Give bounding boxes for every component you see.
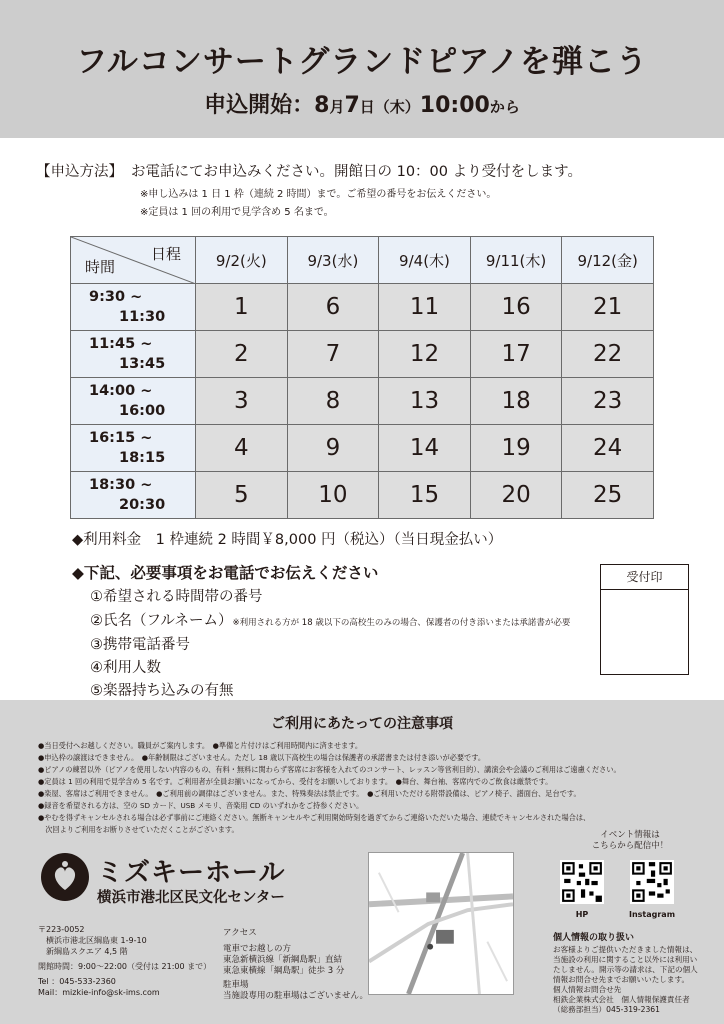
note-line: ●録音を希望される方は、空の SD カード、USB メモリ、音楽用 CD のいずれかをご持参ください。 bbox=[38, 801, 364, 810]
slot-number: 24 bbox=[562, 425, 654, 472]
page-title: フルコンサートグランドピアノを弾こう bbox=[76, 44, 648, 80]
method-note-1: ※申し込みは 1 日 1 枠（連続 2 時間）まで。ご希望の番号をお伝えください。 bbox=[140, 189, 497, 200]
usage-fee: ◆利用料金 1 枠連続 2 時間￥8,000 円（税込）（当日現金払い） bbox=[72, 532, 503, 548]
slot-number: 7 bbox=[287, 331, 379, 378]
receipt-stamp-label: 受付印 bbox=[600, 564, 689, 590]
time-start: 16:15 ~ bbox=[89, 429, 153, 446]
instagram-label: Instagram bbox=[628, 910, 676, 919]
slot-number: 10 bbox=[287, 472, 379, 519]
privacy-line: たしません。開示等の請求は、下記の個人 bbox=[553, 965, 698, 974]
event-caption bbox=[565, 830, 695, 851]
privacy-line: 当施設の利用に関すること以外には利用い bbox=[553, 955, 698, 964]
venue-name: ミズキーホール bbox=[97, 858, 286, 888]
slot-number: 4 bbox=[196, 425, 288, 472]
privacy-line: 個人情報お問合せ先 bbox=[553, 985, 622, 994]
slot-number: 6 bbox=[287, 284, 379, 331]
subtitle-part-f: から bbox=[489, 98, 520, 116]
table-row bbox=[71, 284, 654, 331]
time-end: 11:30 bbox=[119, 309, 166, 325]
slot-number: 16 bbox=[470, 284, 562, 331]
slot-number: 20 bbox=[470, 472, 562, 519]
slot-number: 23 bbox=[562, 378, 654, 425]
application-start bbox=[0, 88, 724, 119]
hp-label: HP bbox=[575, 910, 589, 919]
access-line: 東急新横浜線「新綱島駅」直結 bbox=[223, 955, 343, 965]
slot-number: 9 bbox=[287, 425, 379, 472]
time-end: 18:15 bbox=[119, 450, 166, 466]
date-header: 9/12(金) bbox=[562, 237, 654, 284]
requirement-item: ⑤楽器持ち込みの有無 bbox=[90, 683, 234, 699]
instagram-qr-code-icon[interactable] bbox=[630, 860, 674, 904]
parking-line: 当施設専用の駐車場はございません。 bbox=[223, 991, 369, 1001]
access-heading: アクセス bbox=[223, 928, 257, 938]
requirement-item bbox=[90, 609, 570, 630]
requirement-item: ①希望される時間帯の番号 bbox=[90, 589, 263, 605]
venue-subtitle: 横浜市港北区民文化センター bbox=[97, 890, 285, 906]
privacy-line: 情報お問合せ先までお願いいたします。 bbox=[553, 975, 690, 984]
subtitle-part-c: 7 bbox=[344, 93, 360, 118]
date-header: 9/3(水) bbox=[287, 237, 379, 284]
privacy-line: お客様よりご提供いただきました情報は、 bbox=[553, 945, 698, 954]
access-map bbox=[368, 852, 514, 995]
corner-cell bbox=[71, 237, 196, 284]
requirement-name-note: ※利用される方が 18 歳以下の高校生のみの場合、保護者の付き添いまたは承諾書が必要 bbox=[232, 618, 571, 628]
opening-hours: 開館時間：9:00～22:00（受付は 21:00 まで） bbox=[38, 962, 212, 971]
slot-number: 19 bbox=[470, 425, 562, 472]
table-row bbox=[71, 378, 654, 425]
slot-number: 15 bbox=[379, 472, 471, 519]
slot-number: 8 bbox=[287, 378, 379, 425]
slot-number: 11 bbox=[379, 284, 471, 331]
corner-time-label: 時間 bbox=[85, 258, 116, 276]
time-end: 13:45 bbox=[119, 356, 166, 372]
access-line: 電車でお越しの方 bbox=[223, 944, 292, 954]
slot-number: 1 bbox=[196, 284, 288, 331]
parking-heading: 駐車場 bbox=[223, 980, 249, 990]
time-slot bbox=[71, 425, 196, 472]
date-header: 9/2(火) bbox=[196, 237, 288, 284]
table-row bbox=[71, 472, 654, 519]
subtitle-part-b: 月 bbox=[329, 98, 345, 116]
requirement-item: ④利用人数 bbox=[90, 660, 161, 676]
slot-number: 5 bbox=[196, 472, 288, 519]
requirements-heading: ◆下記、必要事項をお電話でお伝えください bbox=[72, 564, 379, 582]
date-header: 9/11(木) bbox=[470, 237, 562, 284]
subtitle-part-a: 申込開始：8 bbox=[204, 93, 330, 118]
time-start: 14:00 ~ bbox=[89, 382, 153, 399]
note-line: ●やむを得ずキャンセルされる場合は必ず事前にご連絡ください。無断キャンセルやご利用開始時刻を過ぎてからご連絡いただいた場合、連続でキャンセルされた場合は、 bbox=[38, 813, 591, 822]
subtitle-part-d: 日（木） bbox=[359, 98, 420, 116]
time-slot bbox=[71, 472, 196, 519]
slot-number: 21 bbox=[562, 284, 654, 331]
corner-date-label: 日程 bbox=[150, 245, 181, 263]
schedule-table bbox=[70, 236, 654, 519]
method-tag: 【申込方法】 bbox=[36, 164, 123, 180]
table-row bbox=[71, 425, 654, 472]
method-note-2: ※定員は 1 回の利用で見学含め 5 名まで。 bbox=[140, 207, 334, 218]
slot-number: 14 bbox=[379, 425, 471, 472]
time-slot bbox=[71, 378, 196, 425]
subtitle-part-e: 10:00 bbox=[419, 93, 490, 118]
privacy-line: （総務部担当）045-319-2361 bbox=[553, 1005, 660, 1014]
note-line: ●申込枠の譲渡はできません。 ●年齢制限はございません。ただし 18 歳以下高校生の場合は保護者の承諾書または付き添いが必要です。 bbox=[38, 753, 486, 762]
time-start: 11:45 ~ bbox=[89, 335, 153, 352]
address-line: 横浜市港北区綱島東 1-9-10 bbox=[38, 936, 147, 945]
table-row bbox=[71, 331, 654, 378]
note-line: ●定員は 1 回の利用で見学含め 5 名です。ご利用者が全員お揃いになってから、受付をお願いしております。 ●舞台、舞台袖、客席内でのご飲食は厳禁です。 bbox=[38, 777, 553, 786]
privacy-title: 個人情報の取り扱い bbox=[553, 933, 635, 943]
notes-title: ご利用にあたっての注意事項 bbox=[271, 716, 453, 732]
application-method bbox=[36, 160, 582, 181]
venue-logo-icon bbox=[40, 852, 90, 902]
receipt-stamp-box bbox=[600, 589, 689, 675]
address-line: 新綱島スクエア 4,5 階 bbox=[38, 947, 128, 956]
slot-number: 17 bbox=[470, 331, 562, 378]
slot-number: 2 bbox=[196, 331, 288, 378]
access-line: 東急東横線「綱島駅」徒歩 3 分 bbox=[223, 966, 345, 976]
slot-number: 18 bbox=[470, 378, 562, 425]
note-line: ●楽屋、客席はご利用できません。 ●ご利用前の調律はございません。また、特殊奏法は禁止です。 ●ご利用いただける附帯設備は、ピアノ椅子、譜面台、足台です。 bbox=[38, 789, 581, 798]
requirement-item: ③携帯電話番号 bbox=[90, 637, 190, 653]
address-line: 〒223-0052 bbox=[38, 925, 85, 934]
privacy-line: 相鉄企業株式会社 個人情報保護責任者 bbox=[553, 995, 690, 1004]
email-address[interactable]: Mail：mizkie-info@sk-ims.com bbox=[38, 988, 160, 997]
requirement-name: ②氏名（フルネーム） bbox=[90, 613, 233, 629]
time-end: 16:00 bbox=[119, 403, 166, 419]
date-header: 9/4(木) bbox=[379, 237, 471, 284]
event-caption-line-1: イベント情報は bbox=[600, 830, 660, 840]
method-text: お電話にてお申込みください。開館日の 10：00 より受付をします。 bbox=[131, 164, 582, 180]
time-end: 20:30 bbox=[119, 497, 166, 513]
note-line: 次回よりご利用をお断りさせていただくことがございます。 bbox=[38, 825, 239, 834]
time-start: 9:30 ~ bbox=[89, 288, 143, 305]
slot-number: 12 bbox=[379, 331, 471, 378]
hp-qr-code-icon[interactable] bbox=[560, 860, 604, 904]
phone-number[interactable]: Tel ：045-533-2360 bbox=[38, 977, 116, 986]
slot-number: 3 bbox=[196, 378, 288, 425]
event-caption-line-2: こちらから配信中！ bbox=[591, 840, 669, 851]
slot-number: 22 bbox=[562, 331, 654, 378]
time-start: 18:30 ~ bbox=[89, 476, 153, 493]
time-slot bbox=[71, 331, 196, 378]
time-slot bbox=[71, 284, 196, 331]
slot-number: 25 bbox=[562, 472, 654, 519]
note-line: ●当日受付へお越しください。職員がご案内します。 ●準備と片付けはご利用時間内に済ませます。 bbox=[38, 741, 363, 750]
slot-number: 13 bbox=[379, 378, 471, 425]
note-line: ●ピアノの練習以外（ピアノを使用しない内容のもの、有料・無料に関わらず客席にお客様を入れてのコンサート、レッスン等営利目的）、講演会や会議のご利用はご遠慮ください。 bbox=[38, 765, 621, 774]
